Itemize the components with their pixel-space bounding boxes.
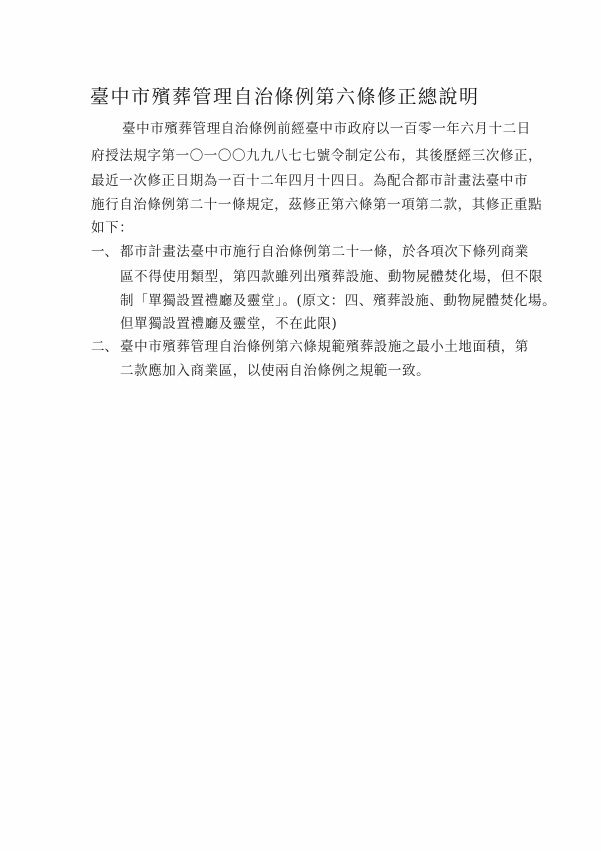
item-number: 二、 (91, 339, 118, 355)
intro-line: 臺中市殯葬管理自治條例前經臺中市政府以一百零一年六月十二日 (122, 121, 531, 137)
intro-line: 施行自治條例第二十一條規定，茲修正第六條第一項第二款，其修正重點 (91, 197, 543, 213)
item-line: 都市計畫法臺中市施行自治條例第二十一條，於各項次下條列商業 (120, 244, 529, 260)
document-title: 臺中市殯葬管理自治條例第六條修正總說明 (90, 86, 480, 108)
item-line: 區不得使用類型，第四款雖列出殯葬設施、動物屍體焚化場，但不限 (120, 269, 543, 285)
item-line: 臺中市殯葬管理自治條例第六條規範殯葬設施之最小土地面積，第 (120, 339, 529, 355)
item-number: 一、 (91, 244, 118, 260)
item-line: 制「單獨設置禮廳及靈堂」。(原文：四、殯葬設施、動物屍體焚化場。 (120, 293, 557, 309)
intro-line: 府授法規字第一〇一〇〇九九八七七號令制定公布，其後歷經三次修正， (91, 148, 543, 164)
intro-line: 如下： (91, 220, 134, 236)
intro-line: 最近一次修正日期為一百十二年四月十四日。為配合都市計畫法臺中市 (91, 173, 529, 189)
item-line: 二款應加入商業區，以使兩自治條例之規範一致。 (120, 363, 431, 379)
item-line: 但單獨設置禮廳及靈堂，不在此限) (120, 316, 338, 332)
